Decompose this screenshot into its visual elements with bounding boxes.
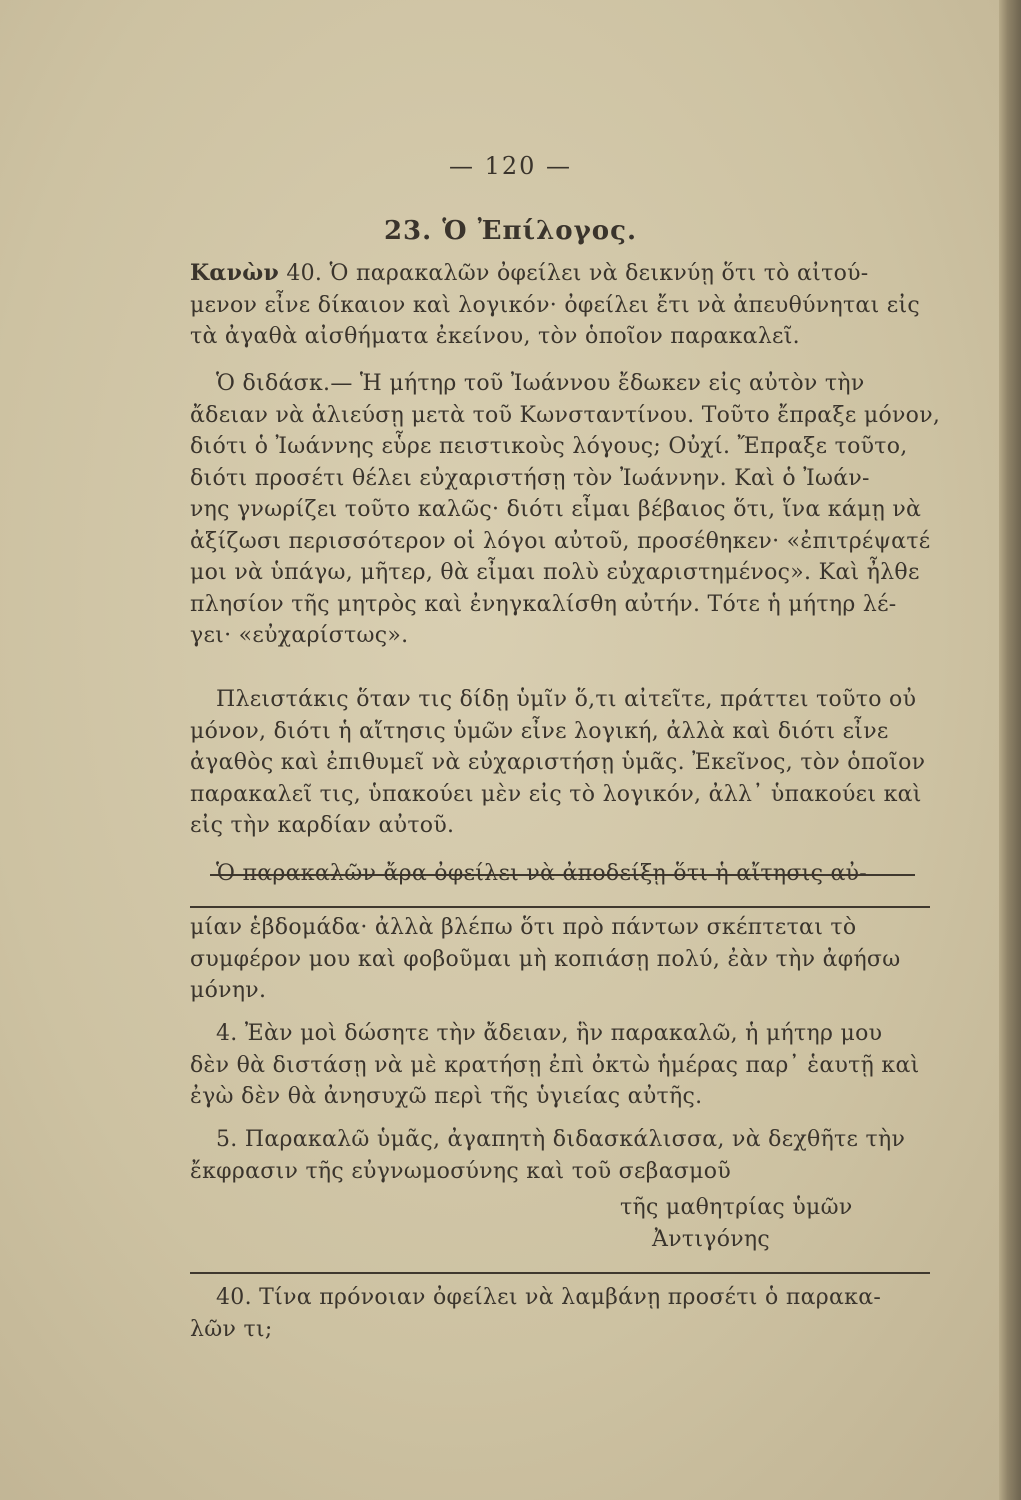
rule-text-line: μενον εἶνε δίκαιον καὶ λογικόν· ὀφείλει ἔτι νὰ ἀπευθύνηται εἰς bbox=[190, 292, 921, 318]
text-line: δὲν θὰ διστάσῃ νὰ μὲ κρατήσῃ ἐπὶ ὀκτὼ ἡμέρας παρ᾽ ἑαυτῇ καὶ bbox=[190, 1052, 920, 1078]
text-line: λῶν τι; bbox=[190, 1316, 273, 1342]
text-line: 4. Ἐὰν μοὶ δώσητε τὴν ἄδειαν, ἣν παρακαλῶ, ἡ μήτηρ μου bbox=[216, 1021, 883, 1046]
text-line: 40. Τίνα πρόνοιαν ὀφείλει νὰ λαμβάνῃ προσέτι ὁ παρακα- bbox=[216, 1285, 882, 1310]
text-line: νης γνωρίζει τοῦτο καλῶς· διότι εἶμαι βέβαιος ὅτι, ἵνα κάμῃ νὰ bbox=[190, 497, 922, 522]
page-number: — 120 — bbox=[448, 152, 573, 180]
rule-text-line: Ὁ παρακαλῶν ὀφείλει νὰ δεικνύῃ ὅτι τὸ αἰτού- bbox=[329, 261, 869, 286]
text-line: παρακαλεῖ τις, ὑπακούει μὲν εἰς τὸ λογικόν, ἀλλ᾽ ὑπακούει καὶ bbox=[190, 781, 922, 807]
text-line: γει· «εὐχαρίστως». bbox=[190, 623, 409, 648]
text-line: ἄδειαν νὰ ἁλιεύσῃ μετὰ τοῦ Κωνσταντίνου. Τοῦτο ἔπραξε μόνον, bbox=[190, 402, 941, 428]
rule-text-line: τὰ ἀγαθὰ αἰσθήματα ἐκείνου, τὸν ὁποῖον παρακαλεῖ. bbox=[190, 324, 800, 349]
text-line: Πλειστάκις ὅταν τις δίδῃ ὑμῖν ὅ,τι αἰτεῖτε, πράττει τοῦτο οὐ bbox=[216, 687, 917, 712]
paragraph-explanation bbox=[190, 684, 930, 842]
text-line: εἰς τὴν καρδίαν αὐτοῦ. bbox=[190, 813, 455, 838]
text-line: πλησίον τῆς μητρὸς καὶ ἐνηγκαλίσθη αὐτήν. Τότε ἡ μήτηρ λέ- bbox=[190, 591, 897, 617]
text-line: μόνην. bbox=[190, 978, 267, 1003]
paragraph-conclusion bbox=[190, 858, 930, 890]
signature bbox=[190, 1192, 930, 1255]
text-line: μόνον, διότι ἡ αἴτησις ὑμῶν εἶνε λογική, ἀλλὰ καὶ διότι εἶνε bbox=[190, 718, 889, 744]
text-line: ἀγαθὸς καὶ ἐπιθυμεῖ νὰ εὐχαριστήσῃ ὑμᾶς. Ἐκεῖνος, τὸν ὁποῖον bbox=[190, 750, 926, 775]
text-line: διότι προσέτι θέλει εὐχαριστήσῃ τὸν Ἰωάννην. Καὶ ὁ Ἰωάν- bbox=[190, 465, 870, 491]
rule-number: 40. bbox=[286, 261, 323, 286]
rule-block bbox=[190, 258, 930, 353]
text-line: μίαν ἑβδομάδα· ἀλλὰ βλέπω ὅτι πρὸ πάντων σκέπτεται τὸ bbox=[190, 915, 857, 940]
signature-name: Ἀντιγόνης bbox=[652, 1226, 771, 1252]
text-line: διότι ὁ Ἰωάννης εὗρε πειστικοὺς λόγους; Οὐχί. Ἔπραξε τοῦτο, bbox=[190, 434, 908, 459]
text-line: 5. Παρακαλῶ ὑμᾶς, ἀγαπητὴ διδασκάλισσα, νὰ δεχθῆτε τὴν bbox=[216, 1127, 906, 1152]
letter-continuation bbox=[190, 912, 930, 1007]
rule-label: Κανὼν bbox=[190, 260, 280, 286]
text-line: Ὁ διδάσκ.— Ἡ μήτηρ τοῦ Ἰωάννου ἔδωκεν εἰς αὐτὸν τὴν bbox=[216, 371, 865, 396]
text-line: ἐγὼ δὲν θὰ ἀνησυχῶ περὶ τῆς ὑγιείας αὐτῆς. bbox=[190, 1084, 703, 1109]
text-line: Ὁ παρακαλῶν ἄρα ὀφείλει νὰ ἀποδείξῃ ὅτι ἡ αἴτησις αὐ- bbox=[216, 861, 868, 886]
question-separator bbox=[190, 1272, 930, 1274]
text-line: ἔκφρασιν τῆς εὐγνωμοσύνης καὶ τοῦ σεβασμοῦ bbox=[190, 1158, 731, 1184]
section-heading: 23. Ὁ Ἐπίλογος. bbox=[383, 216, 638, 246]
text-line: μοι νὰ ὑπάγω, μῆτερ, θὰ εἶμαι πολὺ εὐχαριστημένος». Καὶ ἦλθε bbox=[190, 560, 920, 585]
footnote-separator bbox=[190, 906, 930, 908]
question-40 bbox=[190, 1282, 930, 1345]
letter-item-4 bbox=[190, 1018, 930, 1113]
paragraph-teacher bbox=[190, 368, 941, 652]
signature-line: τῆς μαθητρίας ὑμῶν bbox=[620, 1195, 853, 1220]
text-line: συμφέρον μου καὶ φοβοῦμαι μὴ κοπιάσῃ πολύ, ἐὰν τὴν ἀφήσω bbox=[190, 946, 901, 972]
text-line: ἀξίζωσι περισσότερον οἱ λόγοι αὐτοῦ, προσέθηκεν· «ἐπιτρέψατέ bbox=[190, 528, 931, 554]
letter-item-5 bbox=[190, 1124, 930, 1187]
